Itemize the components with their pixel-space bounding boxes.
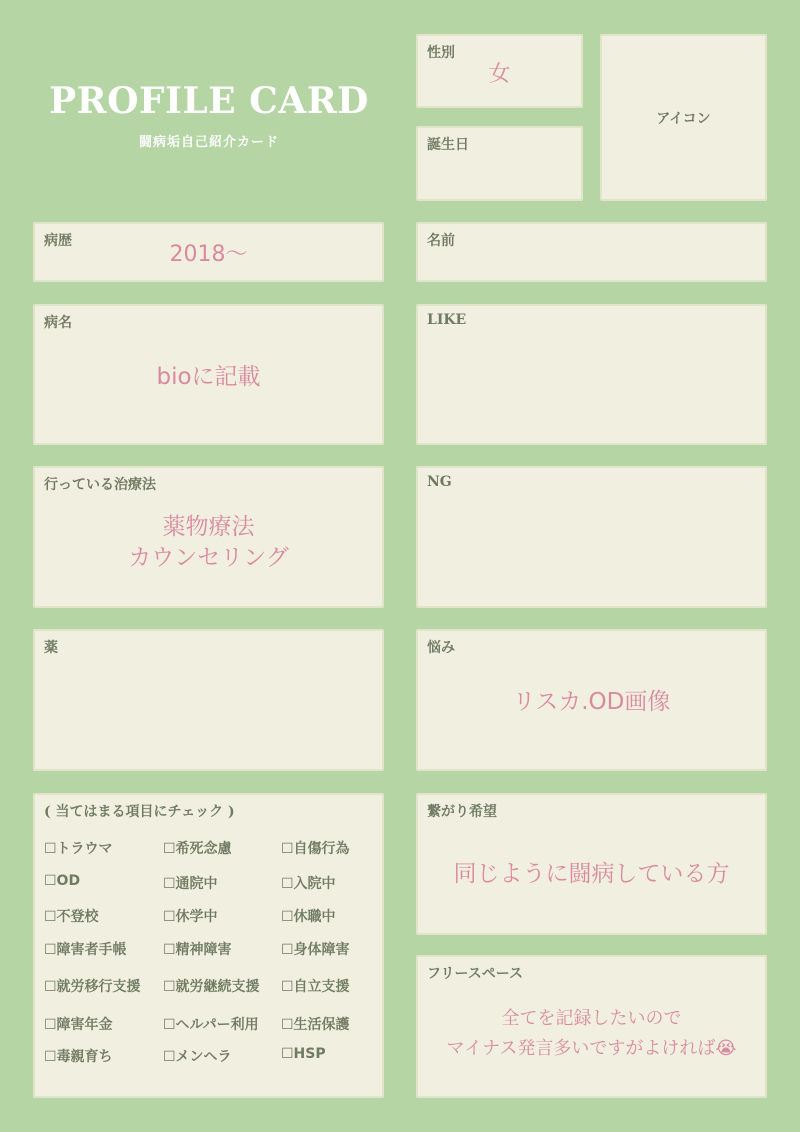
page-title: PROFILE CARD — [49, 80, 369, 122]
ng-box — [416, 466, 767, 608]
treatment-label: 行っている治療法 — [44, 477, 156, 493]
birthday-box — [416, 126, 583, 201]
disease-value: bioに記載 — [156, 364, 261, 390]
connect-box — [416, 793, 767, 935]
ng-label: NG — [427, 474, 452, 490]
medicine-label: 薬 — [44, 640, 58, 656]
treatment-line1: 薬物療法 — [162, 514, 255, 540]
gender-value: 女 — [488, 62, 511, 87]
checklist-item[interactable]: ☐障害年金 — [44, 1017, 113, 1033]
free-space-box — [416, 955, 767, 1098]
connect-value: 同じように闘病している方 — [453, 861, 730, 887]
history-value: 2018〜 — [169, 242, 248, 267]
gender-label: 性別 — [427, 45, 455, 61]
name-label: 名前 — [427, 233, 455, 249]
checklist-item[interactable]: ☐毒親育ち — [44, 1049, 113, 1065]
checklist-item[interactable]: ☐OD — [44, 873, 81, 889]
checklist-item[interactable]: ☐障害者手帳 — [44, 942, 127, 958]
worries-box — [416, 629, 767, 771]
history-label: 病歴 — [44, 233, 72, 249]
checklist-item[interactable]: ☐就労移行支援 — [44, 979, 141, 995]
page-subtitle: 闘病垢自己紹介カード — [138, 135, 279, 150]
checklist-item[interactable]: ☐ヘルパー利用 — [163, 1017, 259, 1033]
gender-box — [416, 34, 583, 108]
checklist-item[interactable]: ☐自傷行為 — [281, 841, 350, 857]
connect-label: 繋がり希望 — [427, 804, 497, 820]
free-space-line1: 全てを記録したいので — [501, 1008, 682, 1029]
checklist-item[interactable]: ☐休学中 — [163, 909, 218, 925]
checklist-item[interactable]: ☐身体障害 — [281, 942, 350, 958]
checklist-item[interactable]: ☐不登校 — [44, 909, 99, 925]
worries-value: リスカ.OD画像 — [512, 689, 671, 715]
worries-label: 悩み — [427, 640, 455, 656]
checklist-item[interactable]: ☐トラウマ — [44, 841, 113, 857]
checklist-item[interactable]: ☐休職中 — [281, 909, 336, 925]
checklist-box — [33, 793, 384, 1098]
checklist-item[interactable]: ☐精神障害 — [163, 942, 232, 958]
name-box — [416, 222, 767, 282]
icon-box — [600, 34, 767, 201]
like-label: LIKE — [427, 312, 467, 328]
free-space-line2: マイナス発言多いですがよければ😭 — [446, 1038, 737, 1059]
checklist-item[interactable]: ☐自立支援 — [281, 979, 350, 995]
treatment-line2: カウンセリング — [128, 545, 289, 571]
checklist-item[interactable]: ☐生活保護 — [281, 1017, 350, 1033]
checklist-label: ( 当てはまる項目にチェック ) — [44, 804, 235, 820]
like-box — [416, 304, 767, 445]
checklist-item[interactable]: ☐入院中 — [281, 876, 336, 892]
checklist-item[interactable]: ☐HSP — [281, 1046, 326, 1062]
disease-label: 病名 — [44, 315, 72, 331]
checklist-item[interactable]: ☐希死念慮 — [163, 841, 232, 857]
checklist-item[interactable]: ☐通院中 — [163, 876, 218, 892]
treatment-box — [33, 466, 384, 608]
birthday-label: 誕生日 — [427, 137, 469, 153]
disease-box — [33, 304, 384, 445]
history-box — [33, 222, 384, 282]
free-space-label: フリースペース — [427, 966, 524, 982]
checklist-item[interactable]: ☐就労継続支援 — [163, 979, 260, 995]
checklist-item[interactable]: ☐メンヘラ — [163, 1049, 232, 1065]
medicine-box — [33, 629, 384, 771]
icon-label: アイコン — [656, 111, 711, 127]
